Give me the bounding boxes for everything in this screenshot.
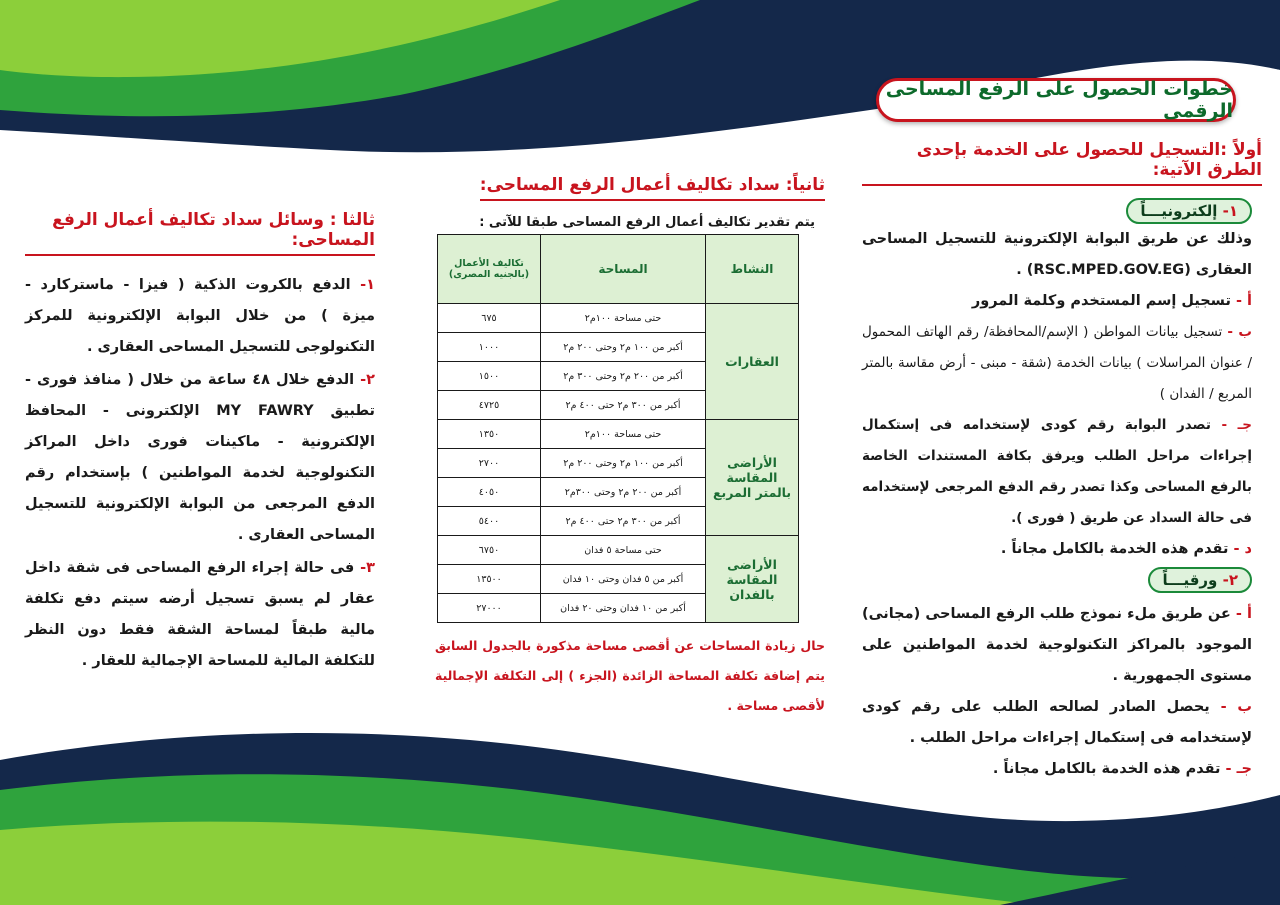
activity-cell: الأراضى المقاسة بالمتر المربع: [706, 420, 799, 536]
cost-cell: ١٣٥٠٠: [438, 565, 541, 594]
payment-method-num: ١-: [360, 277, 375, 293]
paper-label: [1148, 567, 1252, 593]
right-column: [862, 140, 1262, 785]
payment-method-item: [25, 365, 375, 551]
cost-cell: ٤٠٥٠: [438, 478, 541, 507]
electronic-item-c: [862, 410, 1252, 534]
item-c-text: تصدر البوابة رقم كودى لإستخدامه فى إستكمال إجراءات مراحل الطلب ويرفق بكافة المستندات الخاصة بالرفع المساحى وكذا تصدر رقم الدفع المرجعى لإستخدامه فى حالة السداد عن طريق ( فورى ).: [862, 417, 1252, 526]
area-cell: أكبر من ١٠٠ م٢ وحتى ٢٠٠ م٢: [541, 333, 706, 362]
header-cost: تكاليف الأعمال (بالجنيه المصرى): [438, 235, 541, 304]
table-row: [438, 304, 799, 333]
area-cell: أكبر من ٥ فدان وحتى ١٠ فدان: [541, 565, 706, 594]
electronic-text: إلكترونيـــاً: [1140, 202, 1218, 220]
cost-cell: ٥٤٠٠: [438, 507, 541, 536]
cost-cell: ٦٧٥: [438, 304, 541, 333]
cost-cell: ١٣٥٠: [438, 420, 541, 449]
main-title: خطوات الحصول على الرفع المساحى الرقمى: [876, 78, 1236, 122]
payment-method-item: [25, 270, 375, 363]
payment-method-num: ٢-: [360, 372, 375, 388]
paper-text: ورقيـــاً: [1162, 571, 1218, 589]
middle-column: [425, 175, 825, 721]
area-cell: حتى مساحة ١٠٠م٢: [541, 420, 706, 449]
payment-method-text: الدفع خلال ٤٨ ساعة من خلال ( منافذ فورى - تطبيق MY FAWRY الإلكترونى - المحافظ الإلكترونية - ماكينات فورى داخل المراكز التكنولوجية لخدمة المواطنين ) بإستخدام رقم الدفع المرجعى من البوابة الإلكترونية للتسجيل المساحى العقارى .: [25, 372, 375, 543]
cost-cell: ١٥٠٠: [438, 362, 541, 391]
paper-c-label: جـ -: [1225, 761, 1252, 777]
paper-b-label: ب -: [1220, 699, 1252, 715]
header-area: المساحة: [541, 235, 706, 304]
electronic-item-a: [862, 286, 1252, 317]
table-row: [438, 420, 799, 449]
cost-cell: ٦٧٥٠: [438, 536, 541, 565]
activity-cell: العقارات: [706, 304, 799, 420]
cost-cell: ٢٧٠٠: [438, 449, 541, 478]
item-d-label: د -: [1233, 541, 1252, 557]
section-2-title: ثانياً: سداد تكاليف أعمال الرفع المساحى:: [480, 175, 825, 201]
paper-b-text: يحصل الصادر لصالحه الطلب على رقم كودى لإستخدامه فى إستكمال إجراءات مراحل الطلب .: [862, 699, 1252, 746]
item-c-label: جـ -: [1221, 417, 1252, 433]
payment-method-item: [25, 553, 375, 677]
area-cell: أكبر من ١٠ فدان وحتى ٢٠ فدان: [541, 594, 706, 623]
table-row: [438, 536, 799, 565]
header-activity: النشاط: [706, 235, 799, 304]
area-cell: أكبر من ٢٠٠ م٢ وحتى ٣٠٠ م٢: [541, 362, 706, 391]
paper-item-a: [862, 599, 1252, 692]
area-cell: حتى مساحة ٥ فدان: [541, 536, 706, 565]
paper-item-b: [862, 692, 1252, 754]
area-cell: أكبر من ١٠٠ م٢ وحتى ٢٠٠ م٢: [541, 449, 706, 478]
table-note: حال زيادة المساحات عن أقصى مساحة مذكورة بالجدول السابق يتم إضافة تكلفة المساحة الزائدة (الجزء ) إلى التكلفة الإجمالية لأقصى مساحة .: [435, 638, 825, 713]
cost-cell: ٢٧٠٠٠: [438, 594, 541, 623]
item-a-label: أ -: [1235, 293, 1252, 309]
table-body: [438, 304, 799, 623]
table-subtitle: يتم تقدير تكاليف أعمال الرفع المساحى طبقا للآتى :: [479, 215, 815, 230]
section-3-title: ثالثا : وسائل سداد تكاليف أعمال الرفع المساحى:: [25, 210, 375, 256]
electronic-item-b: [862, 317, 1252, 410]
paper-a-label: أ -: [1235, 606, 1252, 622]
payment-methods-list: [25, 270, 375, 677]
electronic-item-d: [862, 534, 1252, 565]
item-a-text: تسجيل إسم المستخدم وكلمة المرور: [971, 293, 1231, 309]
cost-cell: ١٠٠٠: [438, 333, 541, 362]
area-cell: أكبر من ٣٠٠ م٢ حتى ٤٠٠ م٢: [541, 391, 706, 420]
payment-method-text: الدفع بالكروت الذكية ( فيزا - ماستركارد - ميزة ) من خلال البوابة الإلكترونية للمركز التكنولوجى للتسجيل المساحى العقارى .: [25, 277, 375, 355]
area-cell: أكبر من ٢٠٠ م٢ وحتى ٣٠٠م٢: [541, 478, 706, 507]
left-column: [25, 210, 375, 679]
section-1-title: أولاً :التسجيل للحصول على الخدمة بإحدى الطرق الآتية:: [862, 140, 1262, 186]
table-header-row: [438, 235, 799, 304]
item-b-label: ب -: [1227, 324, 1252, 340]
item-d-text: تقدم هذه الخدمة بالكامل مجاناً .: [1000, 541, 1229, 557]
payment-method-num: ٣-: [360, 560, 375, 576]
paper-num: ٢-: [1222, 571, 1238, 589]
area-cell: حتى مساحة ١٠٠م٢: [541, 304, 706, 333]
paper-item-c: [862, 754, 1252, 785]
electronic-intro: وذلك عن طريق البوابة الإلكترونية للتسجيل المساحى العقارى (RSC.MPED.GOV.EG) .: [862, 231, 1252, 278]
electronic-num: ١-: [1222, 202, 1238, 220]
activity-cell: الأراضى المقاسة بالفدان: [706, 536, 799, 623]
item-b-text: تسجيل بيانات المواطن ( الإسم/المحافظة/ رقم الهاتف المحمول / عنوان المراسلات ) بيانات الخدمة (شقة - مبنى - أرض مقاسة بالمتر المربع / الفدان ): [862, 324, 1252, 402]
cost-table: [437, 234, 799, 623]
payment-method-text: فى حالة إجراء الرفع المساحى فى شقة داخل عقار لم يسبق تسجيل أرضه سيتم دفع تكلفة مالية طبقاً لمساحة الشقة فقط دون النظر للتكلفة المالية للمساحة الإجمالية للعقار .: [25, 560, 375, 669]
paper-c-text: تقدم هذه الخدمة بالكامل مجاناً .: [992, 761, 1221, 777]
paper-a-text: عن طريق ملء نموذج طلب الرفع المساحى (مجانى) الموجود بالمراكز التكنولوجية لخدمة المواطنين على مستوى الجمهورية .: [862, 606, 1252, 684]
area-cell: أكبر من ٣٠٠ م٢ حتى ٤٠٠ م٢: [541, 507, 706, 536]
cost-cell: ٤٧٢٥: [438, 391, 541, 420]
electronic-label: [1126, 198, 1252, 224]
